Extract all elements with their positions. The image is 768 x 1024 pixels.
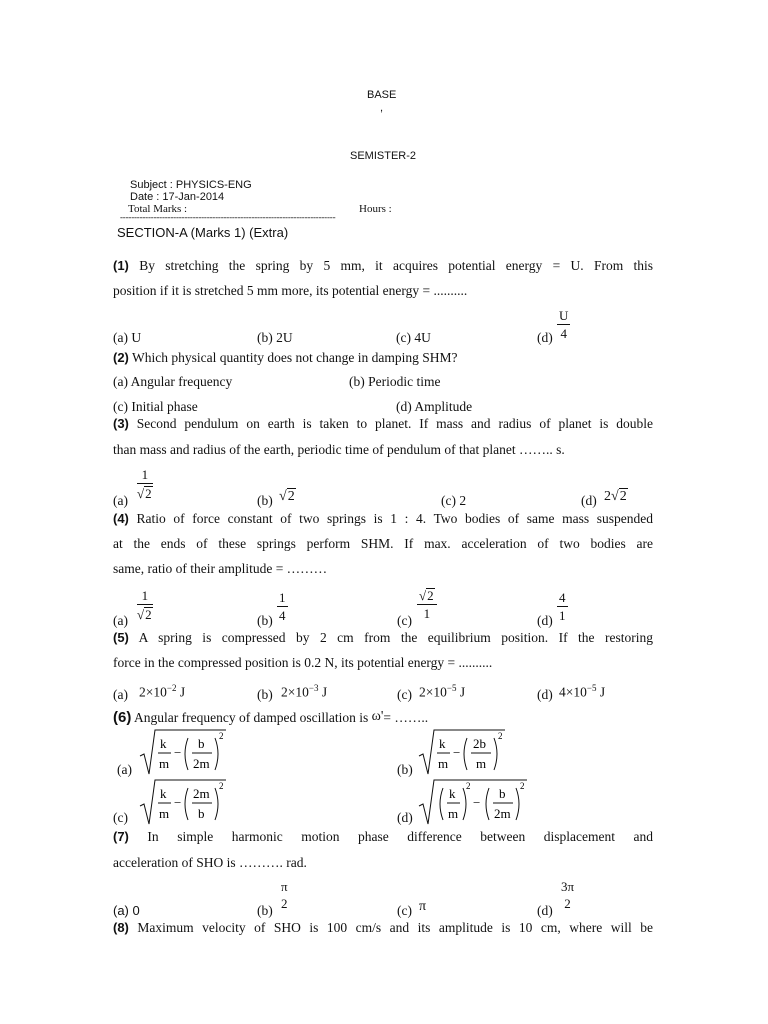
- q4-option-a: (a): [113, 613, 128, 628]
- svg-text:m: m: [448, 806, 459, 821]
- question-number: (1): [113, 258, 129, 273]
- q1-option-d-fraction: [557, 309, 570, 340]
- fraction-denominator: 4: [279, 608, 286, 623]
- question-text: Ratio of force constant of two springs is 1 : 4. Two bodies of same mass suspended: [136, 511, 654, 526]
- header-rule: -----------------------------------------------------------------------------: [120, 212, 336, 222]
- q7-option-a: (a) 0: [113, 903, 140, 918]
- fraction-denominator: 2: [564, 896, 571, 911]
- question-3: [113, 416, 653, 432]
- q5-option-d-value: $4\times 10^{-5}$ J: [559, 683, 606, 700]
- question-5: [113, 630, 653, 646]
- q4-option-c: (c): [397, 613, 412, 628]
- question-8: [113, 920, 653, 936]
- q7-option-b-fraction: [279, 880, 290, 910]
- svg-text:b: b: [499, 786, 506, 801]
- question-text: Maximum velocity of SHO is 100 cm/s and its amplitude is 10 cm, where will be: [137, 920, 654, 935]
- q3-option-d: (d): [581, 493, 597, 508]
- q6-option-a-formula: [138, 726, 228, 778]
- q3-option-b-sqrt: √2: [279, 489, 295, 504]
- q7-option-c: (c): [397, 903, 412, 918]
- question-text: A spring is compressed by 2 cm from the equilibrium position. If the restoring: [138, 630, 653, 645]
- q6-option-b: (b): [397, 762, 413, 777]
- q6-option-d-formula: [417, 776, 529, 828]
- svg-text:−: −: [453, 745, 461, 760]
- total-marks-label: Total Marks :: [128, 203, 188, 215]
- question-text: Second pendulum on earth is taken to planet. If mass and radius of planet is double: [136, 416, 653, 431]
- hours-label: Hours :: [359, 203, 392, 215]
- question-7: [113, 829, 653, 845]
- question-number: (4): [113, 511, 129, 526]
- sqrt-radicand: 2: [145, 607, 152, 622]
- fraction-numerator: π: [281, 879, 288, 894]
- title-comma: ,: [380, 102, 384, 114]
- fraction-denominator: 4: [560, 326, 567, 341]
- svg-text:k: k: [160, 736, 167, 751]
- svg-text:b: b: [198, 736, 205, 751]
- question-4: [113, 511, 653, 527]
- semester-label: SEMISTER-2: [350, 150, 417, 162]
- q6-option-d: (d): [397, 810, 413, 825]
- q5-option-c: (c): [397, 687, 412, 702]
- svg-text:−: −: [473, 795, 481, 810]
- fraction-denominator: 1: [559, 608, 566, 623]
- coefficient: 2: [604, 489, 611, 504]
- date-label: Date : 17-Jan-2014: [130, 191, 225, 203]
- svg-text:m: m: [159, 756, 170, 771]
- q1-option-d: (d): [537, 330, 553, 345]
- svg-text:2: 2: [219, 731, 224, 741]
- q7-option-d: (d): [537, 903, 553, 918]
- question-text: In simple harmonic motion phase difference between displacement and: [147, 829, 653, 844]
- svg-text:2b: 2b: [473, 736, 486, 751]
- q1-option-a: (a) U: [113, 330, 142, 345]
- question-4-line-2: at the ends of these springs perform SHM. If max. acceleration of two bodies are: [113, 536, 653, 551]
- q3-option-a-fraction: [137, 468, 153, 500]
- fraction-numerator: 3π: [561, 879, 575, 894]
- q3-option-b: (b): [257, 493, 273, 508]
- q6-option-c: (c): [113, 810, 128, 825]
- svg-text:2m: 2m: [193, 756, 210, 771]
- q4-option-b: (b): [257, 613, 273, 628]
- q5-option-a-value: $2\times 10^{-2}$ J: [139, 683, 186, 700]
- q3-option-d-value: 2√2: [604, 489, 627, 504]
- q6-option-a: (a): [117, 762, 132, 777]
- question-7-line-2: acceleration of SHO is ………. rad.: [113, 855, 307, 870]
- sqrt-radicand: 2: [619, 489, 627, 504]
- question-5-line-2: force in the compressed position is 0.2 N, its potential energy = ..........: [113, 655, 493, 670]
- fraction-denominator: √2: [137, 486, 152, 501]
- svg-text:2: 2: [219, 781, 224, 791]
- question-text: Angular frequency of damped oscillation is: [133, 710, 369, 725]
- svg-text:2m: 2m: [193, 786, 210, 801]
- question-2: [113, 350, 457, 366]
- q4-option-a-fraction: [137, 589, 153, 621]
- omega-symbol: ω': [371, 709, 384, 724]
- svg-text:k: k: [449, 786, 456, 801]
- fraction-numerator: U: [559, 308, 569, 323]
- sqrt-radicand: 2: [427, 588, 434, 603]
- q3-option-a: (a): [113, 493, 128, 508]
- question-number: (6): [113, 709, 132, 726]
- svg-text:2: 2: [466, 781, 471, 791]
- svg-text:k: k: [439, 736, 446, 751]
- q6-option-b-formula: [417, 726, 507, 778]
- q2-option-b: (b) Periodic time: [349, 374, 441, 389]
- fraction-numerator: 4: [559, 590, 566, 605]
- q4-option-d: (d): [537, 613, 553, 628]
- fraction-denominator: 1: [423, 606, 431, 621]
- fraction-numerator: 1: [279, 590, 286, 605]
- q2-option-c: (c) Initial phase: [113, 399, 198, 414]
- fraction-denominator: 2: [281, 896, 288, 911]
- question-1: [113, 258, 653, 274]
- q2-option-a: (a) Angular frequency: [113, 374, 233, 389]
- subject-label: Subject : PHYSICS-ENG: [130, 179, 252, 191]
- sqrt-radicand: 2: [287, 489, 295, 504]
- q6-option-c-formula: [138, 776, 228, 828]
- q1-option-b: (b) 2U: [257, 330, 293, 345]
- q5-option-b-value: $2\times 10^{-3}$ J: [281, 683, 328, 700]
- question-number: (2): [113, 350, 129, 365]
- question-number: (3): [113, 416, 129, 431]
- svg-text:b: b: [198, 806, 205, 821]
- question-tail: = ……..: [383, 710, 429, 725]
- question-text: By stretching the spring by 5 mm, it acquires potential energy = U. From this: [139, 258, 654, 273]
- svg-text:m: m: [438, 756, 449, 771]
- q5-option-a: (a): [113, 687, 128, 702]
- question-text: Which physical quantity does not change in damping SHM?: [132, 350, 458, 365]
- sqrt-radicand: 2: [145, 486, 152, 501]
- svg-text:m: m: [159, 806, 170, 821]
- question-4-line-3: same, ratio of their amplitude = ………: [113, 561, 328, 576]
- question-number: (5): [113, 630, 129, 645]
- section-heading: SECTION-A (Marks 1) (Extra): [117, 225, 289, 240]
- fraction-denominator: √2: [137, 607, 152, 622]
- svg-text:m: m: [476, 756, 487, 771]
- fraction-numerator: √2: [417, 588, 437, 605]
- q5-option-c-value: $2\times 10^{-5}$ J: [419, 683, 466, 700]
- question-number: (8): [113, 920, 129, 935]
- q5-option-d: (d): [537, 687, 553, 702]
- q3-option-c: (c) 2: [441, 493, 467, 508]
- q7-option-b: (b): [257, 903, 273, 918]
- svg-text:2: 2: [498, 731, 503, 741]
- q4-option-b-fraction: [277, 591, 288, 622]
- fraction-numerator: 1: [137, 468, 153, 484]
- q7-option-d-fraction: [559, 880, 576, 910]
- svg-text:2m: 2m: [494, 806, 511, 821]
- doc-title: BASE: [367, 89, 397, 101]
- svg-text:−: −: [174, 795, 182, 810]
- svg-text:−: −: [174, 745, 182, 760]
- svg-text:k: k: [160, 786, 167, 801]
- question-6: [113, 709, 428, 726]
- q5-option-b: (b): [257, 687, 273, 702]
- svg-text:2: 2: [520, 781, 525, 791]
- question-3-line-2: than mass and radius of the earth, periodic time of pendulum of that planet …….. s.: [113, 442, 565, 457]
- question-number: (7): [113, 829, 129, 844]
- q2-option-d: (d) Amplitude: [396, 399, 473, 414]
- fraction-numerator: 1: [137, 589, 153, 605]
- q4-option-d-fraction: [557, 591, 568, 622]
- q7-option-c-pi: π: [419, 899, 427, 914]
- question-1-line-2: position if it is stretched 5 mm more, its potential energy = ..........: [113, 283, 468, 298]
- q4-option-c-fraction: [417, 588, 437, 620]
- q1-option-c: (c) 4U: [396, 330, 431, 345]
